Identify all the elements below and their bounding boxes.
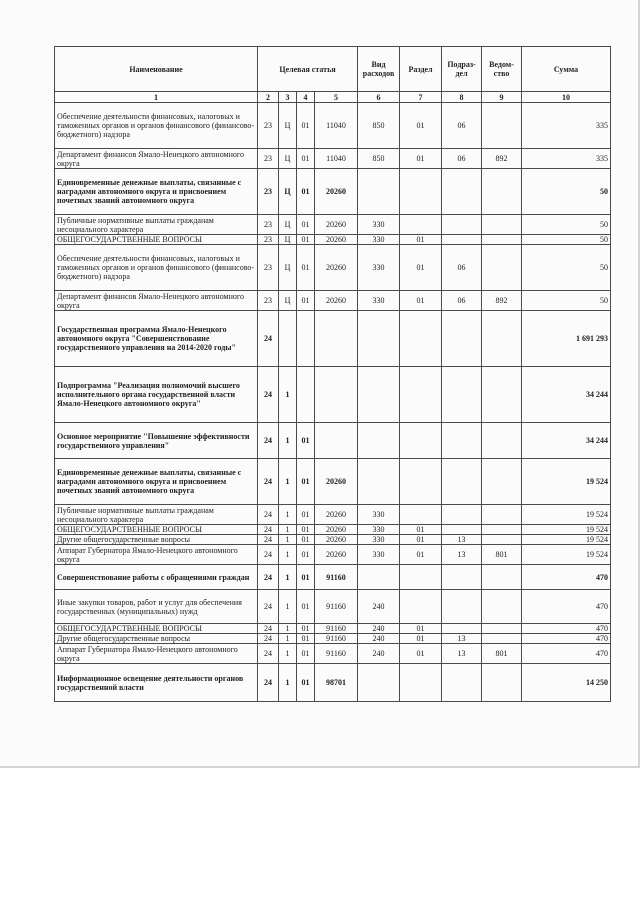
expense-type-code: 240 <box>358 634 400 644</box>
header-razdel: Раздел <box>400 47 442 92</box>
section-code: 01 <box>400 103 442 149</box>
table-row <box>55 664 611 702</box>
row-name: ОБЩЕГОСУДАРСТВЕННЫЕ ВОПРОСЫ <box>55 624 258 634</box>
target-code-event: 01 <box>297 644 315 664</box>
target-code-event: 01 <box>297 215 315 235</box>
column-number: 2 <box>258 92 279 103</box>
column-number: 1 <box>55 92 258 103</box>
target-code-direction: 20260 <box>315 245 358 291</box>
target-code-program: 24 <box>258 423 279 459</box>
target-code-subprogram: Ц <box>279 215 297 235</box>
row-name: Другие общегосударственные вопросы <box>55 634 258 644</box>
amount: 19 524 <box>522 505 611 525</box>
expense-type-code <box>358 367 400 423</box>
section-code <box>400 423 442 459</box>
target-code-direction: 20260 <box>315 169 358 215</box>
target-code-event: 01 <box>297 664 315 702</box>
column-number: 9 <box>482 92 522 103</box>
column-number: 8 <box>442 92 482 103</box>
subsection-code <box>442 169 482 215</box>
table-row <box>55 245 611 291</box>
section-code <box>400 459 442 505</box>
amount: 470 <box>522 634 611 644</box>
section-code: 01 <box>400 291 442 311</box>
target-code-event: 01 <box>297 505 315 525</box>
target-code-event: 01 <box>297 634 315 644</box>
amount: 34 244 <box>522 367 611 423</box>
target-code-subprogram: 1 <box>279 545 297 565</box>
target-code-subprogram: 1 <box>279 644 297 664</box>
target-code-subprogram: 1 <box>279 505 297 525</box>
table-row <box>55 535 611 545</box>
subsection-code: 13 <box>442 634 482 644</box>
target-code-program: 24 <box>258 311 279 367</box>
target-code-event: 01 <box>297 525 315 535</box>
department-code <box>482 634 522 644</box>
target-code-direction: 20260 <box>315 235 358 245</box>
target-code-direction: 20260 <box>315 535 358 545</box>
department-code: 892 <box>482 149 522 169</box>
section-code: 01 <box>400 634 442 644</box>
subsection-code <box>442 367 482 423</box>
department-code: 801 <box>482 545 522 565</box>
subsection-code: 06 <box>442 291 482 311</box>
amount: 470 <box>522 624 611 634</box>
table-row <box>55 169 611 215</box>
section-code <box>400 664 442 702</box>
expense-type-code: 240 <box>358 624 400 634</box>
target-code-direction: 91160 <box>315 590 358 624</box>
table-row <box>55 505 611 525</box>
header-target: Целевая статья <box>258 47 358 92</box>
target-code-program: 23 <box>258 235 279 245</box>
target-code-program: 24 <box>258 590 279 624</box>
amount: 1 691 293 <box>522 311 611 367</box>
target-code-program: 24 <box>258 367 279 423</box>
table-row <box>55 103 611 149</box>
target-code-direction: 20260 <box>315 215 358 235</box>
target-code-program: 23 <box>258 215 279 235</box>
row-name: Единовременные денежные выплаты, связанные с наградами автономного округа и присвоением почетных званий автономного округа <box>55 459 258 505</box>
row-name: Аппарат Губернатора Ямало-Ненецкого автономного округа <box>55 644 258 664</box>
subsection-code: 06 <box>442 245 482 291</box>
subsection-code <box>442 215 482 235</box>
section-code: 01 <box>400 149 442 169</box>
target-code-subprogram: 1 <box>279 367 297 423</box>
target-code-program: 24 <box>258 624 279 634</box>
target-code-event: 01 <box>297 169 315 215</box>
expense-type-code: 330 <box>358 291 400 311</box>
expense-type-code: 330 <box>358 245 400 291</box>
subsection-code <box>442 235 482 245</box>
department-code <box>482 311 522 367</box>
table-row <box>55 644 611 664</box>
target-code-direction <box>315 311 358 367</box>
column-number: 10 <box>522 92 611 103</box>
target-code-program: 24 <box>258 505 279 525</box>
row-name: Информационное освещение деятельности органов государственной власти <box>55 664 258 702</box>
target-code-program: 23 <box>258 169 279 215</box>
target-code-direction: 20260 <box>315 525 358 535</box>
target-code-event: 01 <box>297 423 315 459</box>
target-code-event: 01 <box>297 245 315 291</box>
target-code-direction <box>315 423 358 459</box>
table-row <box>55 235 611 245</box>
target-code-event: 01 <box>297 459 315 505</box>
expense-type-code: 240 <box>358 644 400 664</box>
expense-type-code: 330 <box>358 215 400 235</box>
target-code-event: 01 <box>297 291 315 311</box>
target-code-direction: 20260 <box>315 291 358 311</box>
column-number: 4 <box>297 92 315 103</box>
expense-type-code <box>358 565 400 590</box>
row-name: Иные закупки товаров, работ и услуг для обеспечения государственных (муниципальных) нужд <box>55 590 258 624</box>
target-code-program: 24 <box>258 545 279 565</box>
department-code <box>482 525 522 535</box>
row-name: ОБЩЕГОСУДАРСТВЕННЫЕ ВОПРОСЫ <box>55 525 258 535</box>
target-code-direction: 91160 <box>315 624 358 634</box>
target-code-direction: 20260 <box>315 459 358 505</box>
row-name: Аппарат Губернатора Ямало-Ненецкого автономного округа <box>55 545 258 565</box>
table-row <box>55 291 611 311</box>
header-vid: Вид расходов <box>358 47 400 92</box>
department-code: 892 <box>482 291 522 311</box>
row-name: Обеспечение деятельности финансовых, налоговых и таможенных органов и органов финансового (финансово-бюджетного) надзора <box>55 245 258 291</box>
expense-type-code: 850 <box>358 149 400 169</box>
expense-type-code: 330 <box>358 505 400 525</box>
department-code <box>482 235 522 245</box>
expense-type-code <box>358 169 400 215</box>
expense-type-code <box>358 423 400 459</box>
section-code: 01 <box>400 545 442 565</box>
expense-type-code: 330 <box>358 235 400 245</box>
department-code <box>482 535 522 545</box>
row-name: Департамент финансов Ямало-Ненецкого автономного округа <box>55 291 258 311</box>
budget-table <box>54 46 611 702</box>
subsection-code <box>442 590 482 624</box>
column-number: 7 <box>400 92 442 103</box>
column-number: 3 <box>279 92 297 103</box>
row-name: Единовременные денежные выплаты, связанные с наградами автономного округа и присвоением почетных званий автономного округа <box>55 169 258 215</box>
expense-type-code <box>358 459 400 505</box>
department-code <box>482 459 522 505</box>
amount: 335 <box>522 103 611 149</box>
department-code <box>482 590 522 624</box>
section-code: 01 <box>400 235 442 245</box>
target-code-event <box>297 367 315 423</box>
amount: 50 <box>522 169 611 215</box>
subsection-code: 13 <box>442 644 482 664</box>
target-code-event: 01 <box>297 565 315 590</box>
amount: 470 <box>522 565 611 590</box>
column-number-row <box>55 92 611 103</box>
subsection-code: 06 <box>442 103 482 149</box>
expense-type-code: 330 <box>358 545 400 565</box>
target-code-subprogram: 1 <box>279 590 297 624</box>
target-code-program: 24 <box>258 664 279 702</box>
amount: 14 250 <box>522 664 611 702</box>
target-code-subprogram: 1 <box>279 535 297 545</box>
expense-type-code: 850 <box>358 103 400 149</box>
target-code-program: 24 <box>258 459 279 505</box>
subsection-code: 13 <box>442 535 482 545</box>
row-name: Совершенствование работы с обращениями граждан <box>55 565 258 590</box>
target-code-event: 01 <box>297 590 315 624</box>
amount: 19 524 <box>522 525 611 535</box>
row-name: Другие общегосударственные вопросы <box>55 535 258 545</box>
department-code <box>482 624 522 634</box>
department-code <box>482 565 522 590</box>
subsection-code <box>442 505 482 525</box>
table-row <box>55 624 611 634</box>
row-name: Государственная программа Ямало-Ненецкого автономного округа "Совершенствование государственного управления на 2014-2020 годы" <box>55 311 258 367</box>
table-row <box>55 311 611 367</box>
row-name: Департамент финансов Ямало-Ненецкого автономного округа <box>55 149 258 169</box>
target-code-event: 01 <box>297 235 315 245</box>
target-code-event: 01 <box>297 624 315 634</box>
amount: 34 244 <box>522 423 611 459</box>
row-name: Обеспечение деятельности финансовых, налоговых и таможенных органов и органов финансового (финансово-бюджетного) надзора <box>55 103 258 149</box>
expense-type-code <box>358 664 400 702</box>
target-code-event: 01 <box>297 149 315 169</box>
amount: 19 524 <box>522 535 611 545</box>
department-code <box>482 245 522 291</box>
department-code <box>482 103 522 149</box>
expense-type-code: 330 <box>358 535 400 545</box>
row-name: Публичные нормативные выплаты гражданам несоциального характера <box>55 505 258 525</box>
row-name: Подпрограмма "Реализация полномочий высшего исполнительного органа государственной власти Ямало-Ненецкого автономного округа" <box>55 367 258 423</box>
target-code-subprogram: Ц <box>279 235 297 245</box>
amount: 50 <box>522 291 611 311</box>
target-code-program: 23 <box>258 245 279 291</box>
section-code: 01 <box>400 644 442 664</box>
table-row <box>55 149 611 169</box>
table-row <box>55 590 611 624</box>
table-row <box>55 565 611 590</box>
target-code-direction: 11040 <box>315 103 358 149</box>
table-row <box>55 367 611 423</box>
section-code: 01 <box>400 624 442 634</box>
subsection-code <box>442 459 482 505</box>
target-code-subprogram <box>279 311 297 367</box>
target-code-direction: 91160 <box>315 644 358 664</box>
row-name: Публичные нормативные выплаты гражданам несоциального характера <box>55 215 258 235</box>
amount: 335 <box>522 149 611 169</box>
amount: 470 <box>522 644 611 664</box>
department-code <box>482 664 522 702</box>
department-code <box>482 505 522 525</box>
target-code-event: 01 <box>297 535 315 545</box>
section-code <box>400 215 442 235</box>
section-code <box>400 565 442 590</box>
header-summa: Сумма <box>522 47 611 92</box>
section-code <box>400 169 442 215</box>
header-podrazdel: Подраз-дел <box>442 47 482 92</box>
target-code-program: 24 <box>258 535 279 545</box>
column-number: 5 <box>315 92 358 103</box>
target-code-subprogram: Ц <box>279 169 297 215</box>
target-code-program: 24 <box>258 525 279 535</box>
expense-type-code: 330 <box>358 525 400 535</box>
header-name: Наименование <box>55 47 258 92</box>
amount: 470 <box>522 590 611 624</box>
amount: 50 <box>522 245 611 291</box>
header-vedomstvo: Ведом-ство <box>482 47 522 92</box>
header-row <box>55 47 611 92</box>
table-row <box>55 634 611 644</box>
subsection-code <box>442 423 482 459</box>
amount: 50 <box>522 235 611 245</box>
target-code-program: 24 <box>258 644 279 664</box>
section-code <box>400 311 442 367</box>
section-code: 01 <box>400 525 442 535</box>
target-code-program: 24 <box>258 634 279 644</box>
amount: 50 <box>522 215 611 235</box>
target-code-subprogram: Ц <box>279 291 297 311</box>
target-code-subprogram: 1 <box>279 525 297 535</box>
target-code-direction <box>315 367 358 423</box>
row-name: ОБЩЕГОСУДАРСТВЕННЫЕ ВОПРОСЫ <box>55 235 258 245</box>
section-code: 01 <box>400 535 442 545</box>
subsection-code <box>442 311 482 367</box>
expense-type-code: 240 <box>358 590 400 624</box>
target-code-event: 01 <box>297 103 315 149</box>
table-row <box>55 525 611 535</box>
target-code-direction: 11040 <box>315 149 358 169</box>
subsection-code <box>442 624 482 634</box>
target-code-program: 23 <box>258 149 279 169</box>
table-row <box>55 215 611 235</box>
target-code-event <box>297 311 315 367</box>
department-code: 801 <box>482 644 522 664</box>
table-row <box>55 423 611 459</box>
target-code-subprogram: 1 <box>279 423 297 459</box>
target-code-subprogram: 1 <box>279 634 297 644</box>
amount: 19 524 <box>522 459 611 505</box>
target-code-subprogram: 1 <box>279 624 297 634</box>
target-code-direction: 91160 <box>315 565 358 590</box>
target-code-program: 23 <box>258 103 279 149</box>
target-code-event: 01 <box>297 545 315 565</box>
target-code-subprogram: 1 <box>279 459 297 505</box>
subsection-code <box>442 565 482 590</box>
table-row <box>55 545 611 565</box>
expense-type-code <box>358 311 400 367</box>
department-code <box>482 367 522 423</box>
target-code-program: 24 <box>258 565 279 590</box>
subsection-code <box>442 664 482 702</box>
subsection-code: 06 <box>442 149 482 169</box>
section-code: 01 <box>400 245 442 291</box>
amount: 19 524 <box>522 545 611 565</box>
target-code-subprogram: Ц <box>279 149 297 169</box>
section-code <box>400 367 442 423</box>
department-code <box>482 215 522 235</box>
target-code-subprogram: Ц <box>279 103 297 149</box>
table-row <box>55 459 611 505</box>
subsection-code: 13 <box>442 545 482 565</box>
row-name: Основное мероприятие "Повышение эффективности государственного управления" <box>55 423 258 459</box>
target-code-direction: 20260 <box>315 505 358 525</box>
target-code-direction: 91160 <box>315 634 358 644</box>
target-code-subprogram: 1 <box>279 664 297 702</box>
target-code-direction: 20260 <box>315 545 358 565</box>
department-code <box>482 423 522 459</box>
target-code-direction: 98701 <box>315 664 358 702</box>
department-code <box>482 169 522 215</box>
section-code <box>400 590 442 624</box>
page-bottom-margin <box>0 768 640 905</box>
section-code <box>400 505 442 525</box>
target-code-program: 23 <box>258 291 279 311</box>
target-code-subprogram: Ц <box>279 245 297 291</box>
subsection-code <box>442 525 482 535</box>
column-number: 6 <box>358 92 400 103</box>
target-code-subprogram: 1 <box>279 565 297 590</box>
